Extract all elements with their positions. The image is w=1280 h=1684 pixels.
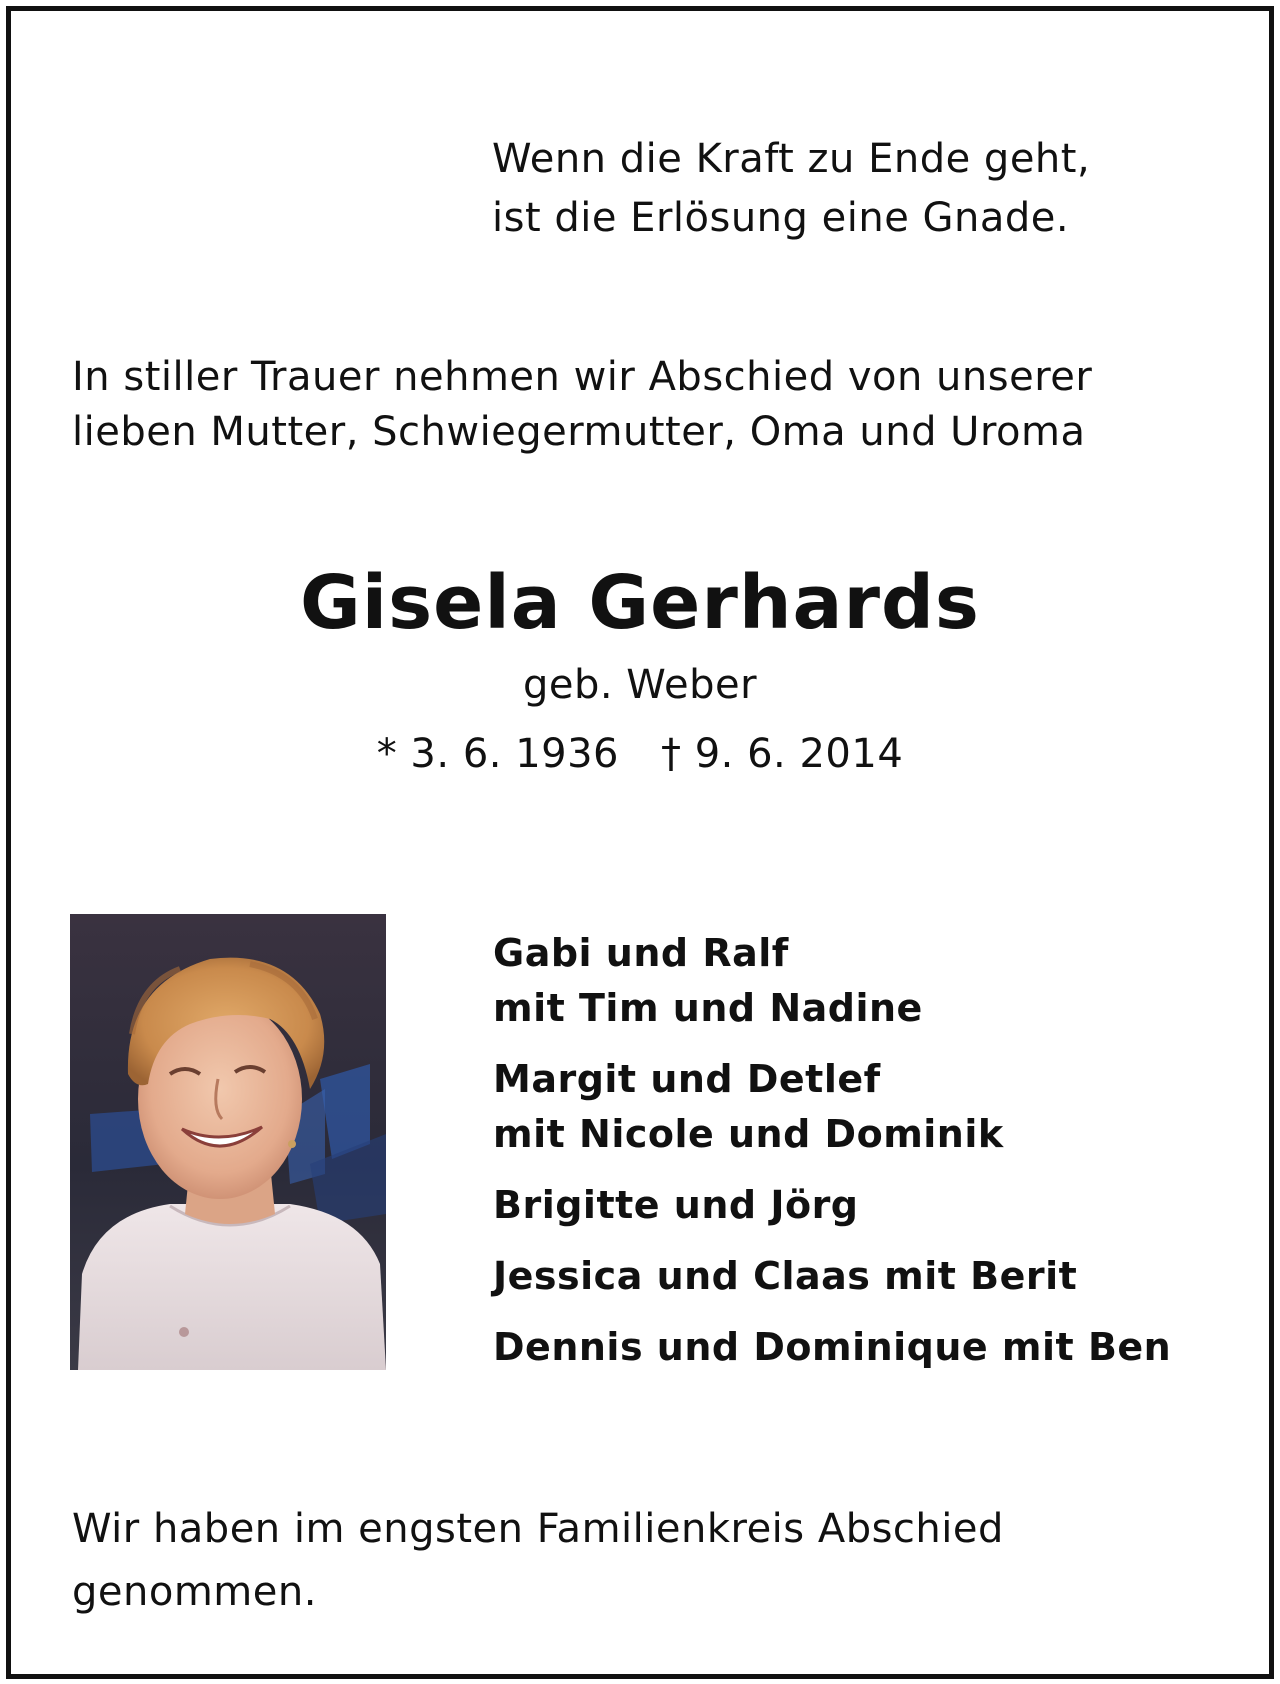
family-line: Jessica und Claas mit Berit bbox=[493, 1254, 1078, 1298]
family-group bbox=[493, 1320, 1171, 1375]
family-line: Brigitte und Jörg bbox=[493, 1183, 859, 1227]
family-group bbox=[493, 1249, 1171, 1304]
deceased-name: Gisela Gerhards bbox=[300, 560, 980, 646]
family-line: Margit und Detlef bbox=[493, 1057, 881, 1101]
maiden-name: geb. Weber bbox=[522, 662, 758, 708]
family-group bbox=[493, 926, 1171, 1036]
notice-border bbox=[6, 6, 1274, 1679]
family-group bbox=[493, 1178, 1171, 1233]
family-list bbox=[493, 926, 1171, 1391]
family-line: Gabi und Ralf bbox=[493, 931, 789, 975]
intro-line: lieben Mutter, Schwiegermutter, Oma und Uroma bbox=[72, 409, 1086, 455]
portrait-photo bbox=[70, 914, 386, 1370]
quote-line: Wenn die Kraft zu Ende geht, bbox=[492, 136, 1091, 182]
life-dates bbox=[0, 728, 1280, 780]
family-line: mit Tim und Nadine bbox=[493, 986, 923, 1030]
death-date: † 9. 6. 2014 bbox=[661, 731, 904, 777]
closing-text bbox=[72, 1498, 1004, 1624]
family-line: mit Nicole und Dominik bbox=[493, 1112, 1004, 1156]
quote bbox=[492, 130, 1090, 248]
family-line: Dennis und Dominique mit Ben bbox=[493, 1325, 1172, 1369]
family-group bbox=[493, 1052, 1171, 1162]
birth-date: * 3. 6. 1936 bbox=[376, 731, 619, 777]
intro-text bbox=[72, 350, 1092, 460]
closing-line: Wir haben im engsten Familienkreis Abschied bbox=[72, 1506, 1004, 1552]
closing-line: genommen. bbox=[72, 1569, 317, 1615]
quote-line: ist die Erlösung eine Gnade. bbox=[492, 195, 1070, 241]
intro-line: In stiller Trauer nehmen wir Abschied von unserer bbox=[72, 354, 1093, 400]
